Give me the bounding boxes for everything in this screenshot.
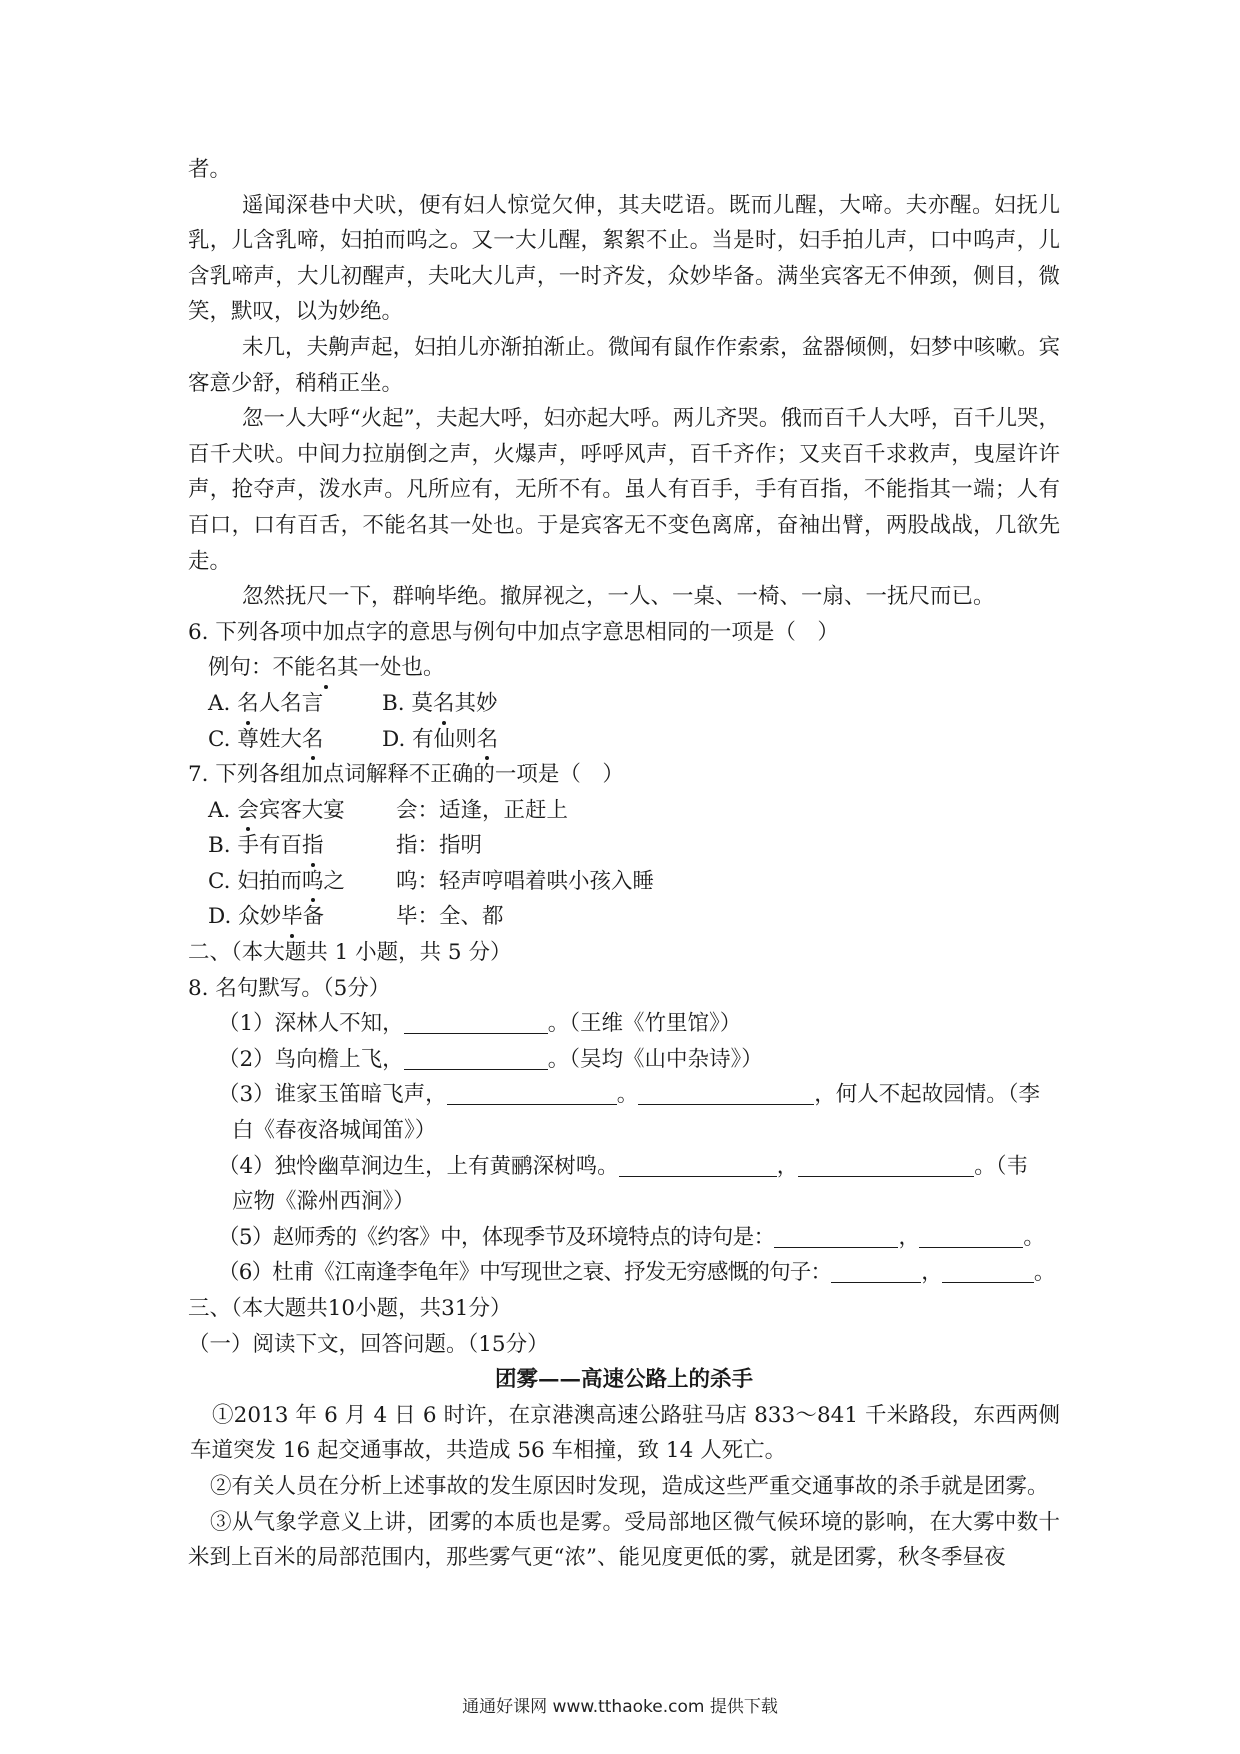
passage-fragment: 者。 [188,157,232,182]
dotted-char: 名 [316,650,338,686]
answer-blank[interactable] [638,1080,814,1105]
option-d[interactable]: D. 众妙毕备 毕：全、都 [188,899,1060,935]
passage-paragraph-1: 遥闻深巷中犬吠，便有妇人惊觉欠伸，其夫呓语。既而儿醒，大啼。夫亦醒。妇抚儿乳，儿含乳啼，妇拍而呜之。又一大儿醒，絮絮不止。当是时，妇手拍儿声，口中呜声，儿含乳啼声，大儿初醒声，夫叱大儿声，一时齐发，众妙毕备。满坐宾客无不伸颈，侧目，微笑，默叹，以为妙绝。 [188,192,1060,325]
passage-paragraph-3: 忽一人大呼“火起”，夫起大呼，妇亦起大呼。两儿齐哭。俄而百千人大呼，百千儿哭，百千犬吠。中间力拉崩倒之声，火爆声，呼呼风声，百千齐作；又夹百千求救声，曳屋许许声，抢夺声，泼水声。凡所应有，无所不有。虽人有百手，手有百指，不能指其一端；人有百口，口有百舌，不能名其一处也。于是宾客无不变色离席，奋袖出臂，两股战战，几欲先走。 [188,406,1060,574]
article-paragraph-2: ②有关人员在分析上述事故的发生原因时发现，造成这些严重交通事故的杀手就是团雾。 [210,1473,1049,1499]
article-title: 团雾——高速公路上的杀手 [494,1367,753,1393]
answer-blank[interactable] [831,1258,921,1283]
passage-paragraph-4: 忽然抚尺一下，群响毕绝。撤屏视之，一人、一桌、一椅、一扇、一抚尺而已。 [242,584,995,610]
option-a[interactable]: A. 名人名言 [208,686,382,722]
question-6-options-cd [188,722,1060,758]
answer-blank[interactable] [774,1223,898,1248]
option-c[interactable]: C. 妇拍而呜之 呜：轻声哼唱着哄小孩入睡 [188,864,1060,900]
answer-blank[interactable] [447,1080,617,1105]
article-paragraph-1: ①2013 年 6 月 4 日 6 时许，在京港澳高速公路驻马店 833～841 千米路段，东西两侧车道突发 16 起交通事故，共造成 56 车相撞，致 14 人死亡。 [190,1402,1060,1464]
question-6-stem: 6. 下列各项中加点字的意思与例句中加点字意思相同的一项是（ ） [188,619,839,645]
fill-line-4-cont: 应物《滁州西涧》） [232,1189,415,1215]
answer-blank[interactable] [404,1045,548,1070]
example-text: 其一处也。 [337,655,445,681]
section-2-heading: 二、（本大题共 1 小题，共 5 分） [188,940,512,966]
answer-blank[interactable] [404,1009,548,1034]
page-footer: 通通好课网 www.tthaoke.com 提供下载 [462,1697,778,1717]
option-b[interactable]: B. 莫名其妙 [382,686,498,722]
fill-line-5: （5）赵师秀的《约客》中，体现季节及环境特点的诗句是： ， 。 [218,1224,1045,1250]
answer-blank[interactable] [619,1152,777,1177]
option-d[interactable]: D. 有仙则名 [382,722,498,758]
section-3-heading: 三、（本大题共10小题，共31分） [188,1296,512,1321]
reading-part-1-heading: （一）阅读下文，回答问题。（15分） [188,1331,549,1357]
article-paragraph-3: ③从气象学意义上讲，团雾的本质也是雾。受局部地区微气候环境的影响，在大雾中数十米到上百米的局部范围内，那些雾气更“浓”、能见度更低的雾，就是团雾，秋冬季昼夜 [188,1509,1060,1571]
option-a-explanation: 会：适逢，正赶上 [396,797,569,823]
option-a[interactable]: A. 会宾客大宴 会：适逢，正赶上 [188,793,1060,829]
option-c-explanation: 呜：轻声哼唱着哄小孩入睡 [396,868,655,894]
option-b[interactable]: B. 手有百指 指：指明 [188,828,1060,864]
example-text: 例句：不能 [208,655,316,681]
answer-blank[interactable] [919,1223,1023,1248]
fill-line-6: （6）杜甫《江南逢李龟年》中写现世之衰、抒发无穷感慨的句子： ， 。 [218,1260,1055,1286]
fill-line-2: （2）鸟向檐上飞， 。（吴均《山中杂诗》） [218,1046,763,1072]
question-6-example [188,650,1060,686]
fill-line-3-cont: 白《春夜洛城闻笛》） [232,1118,437,1144]
fill-line-3: （3）谁家玉笛暗飞声， 。 ，何人不起故园情。（李 [218,1082,1040,1108]
answer-blank[interactable] [798,1152,974,1177]
option-c[interactable]: C. 尊姓大名 [208,722,382,758]
answer-blank[interactable] [942,1258,1034,1283]
question-7-stem: 7. 下列各组加点词解释不正确的一项是（ ） [188,762,624,788]
fill-line-1: （1）深林人不知， 。（王维《竹里馆》） [218,1011,742,1037]
fill-line-4: （4）独怜幽草涧边生，上有黄鹂深树鸣。 ， 。（韦 [218,1153,1028,1179]
option-d-explanation: 毕：全、都 [396,904,504,930]
page-content [188,152,1060,1576]
passage-paragraph-2: 未几，夫齁声起，妇拍儿亦渐拍渐止。微闻有鼠作作索索，盆器倾侧，妇梦中咳嗽。宾客意少舒，稍稍正坐。 [188,334,1060,396]
question-6-options-ab [188,686,1060,722]
question-8-stem: 8. 名句默写。（5分） [188,975,391,1001]
option-b-explanation: 指：指明 [396,833,483,859]
